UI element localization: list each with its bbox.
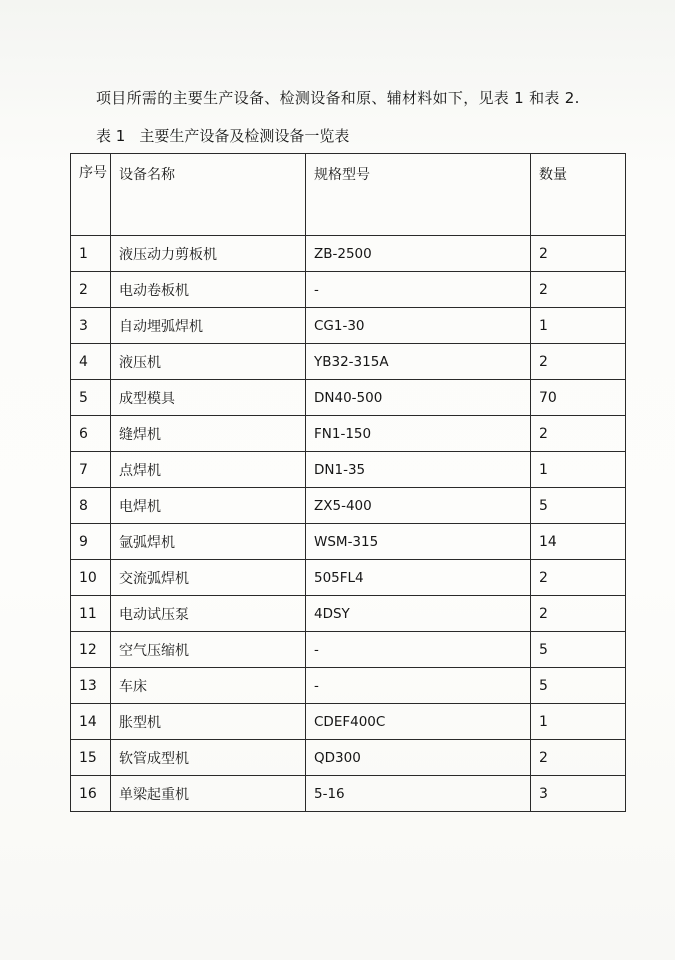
cell-quantity: 5 bbox=[531, 632, 626, 668]
cell-quantity: 5 bbox=[531, 488, 626, 524]
cell-quantity: 1 bbox=[531, 704, 626, 740]
header-quantity: 数量 bbox=[531, 154, 626, 236]
cell-spec-model: - bbox=[306, 632, 531, 668]
cell-seq: 8 bbox=[71, 488, 111, 524]
cell-spec-model: CG1-30 bbox=[306, 308, 531, 344]
cell-quantity: 1 bbox=[531, 308, 626, 344]
cell-quantity: 2 bbox=[531, 740, 626, 776]
cell-equipment-name: 缝焊机 bbox=[111, 416, 306, 452]
cell-equipment-name: 氩弧焊机 bbox=[111, 524, 306, 560]
cell-spec-model: FN1-150 bbox=[306, 416, 531, 452]
table-row bbox=[71, 704, 626, 740]
table-row bbox=[71, 452, 626, 488]
table-row bbox=[71, 560, 626, 596]
cell-spec-model: DN1-35 bbox=[306, 452, 531, 488]
cell-quantity: 2 bbox=[531, 272, 626, 308]
cell-equipment-name: 电动卷板机 bbox=[111, 272, 306, 308]
cell-quantity: 2 bbox=[531, 596, 626, 632]
cell-seq: 2 bbox=[71, 272, 111, 308]
table-row bbox=[71, 488, 626, 524]
cell-quantity: 3 bbox=[531, 776, 626, 812]
equipment-table bbox=[70, 153, 626, 812]
table-row bbox=[71, 416, 626, 452]
cell-equipment-name: 液压动力剪板机 bbox=[111, 236, 306, 272]
cell-seq: 12 bbox=[71, 632, 111, 668]
table-row bbox=[71, 380, 626, 416]
cell-quantity: 70 bbox=[531, 380, 626, 416]
cell-seq: 6 bbox=[71, 416, 111, 452]
cell-quantity: 14 bbox=[531, 524, 626, 560]
cell-seq: 11 bbox=[71, 596, 111, 632]
header-seq: 序号 bbox=[71, 154, 111, 236]
cell-spec-model: YB32-315A bbox=[306, 344, 531, 380]
cell-spec-model: DN40-500 bbox=[306, 380, 531, 416]
table-row bbox=[71, 524, 626, 560]
cell-spec-model: 505FL4 bbox=[306, 560, 531, 596]
table-row bbox=[71, 668, 626, 704]
cell-spec-model: - bbox=[306, 668, 531, 704]
intro-paragraph: 项目所需的主要生产设备、检测设备和原、辅材料如下，见表 1 和表 2. bbox=[96, 89, 580, 107]
cell-seq: 7 bbox=[71, 452, 111, 488]
cell-seq: 5 bbox=[71, 380, 111, 416]
cell-spec-model: 4DSY bbox=[306, 596, 531, 632]
cell-quantity: 5 bbox=[531, 668, 626, 704]
cell-quantity: 2 bbox=[531, 560, 626, 596]
cell-seq: 1 bbox=[71, 236, 111, 272]
cell-equipment-name: 成型模具 bbox=[111, 380, 306, 416]
cell-seq: 9 bbox=[71, 524, 111, 560]
cell-seq: 10 bbox=[71, 560, 111, 596]
cell-spec-model: ZX5-400 bbox=[306, 488, 531, 524]
table-row bbox=[71, 308, 626, 344]
cell-seq: 14 bbox=[71, 704, 111, 740]
table-row bbox=[71, 236, 626, 272]
cell-equipment-name: 软管成型机 bbox=[111, 740, 306, 776]
table-row bbox=[71, 632, 626, 668]
table-row bbox=[71, 596, 626, 632]
header-spec-model: 规格型号 bbox=[306, 154, 531, 236]
cell-seq: 15 bbox=[71, 740, 111, 776]
table-caption-title: 主要生产设备及检测设备一览表 bbox=[139, 127, 350, 145]
cell-spec-model: 5-16 bbox=[306, 776, 531, 812]
cell-seq: 3 bbox=[71, 308, 111, 344]
cell-equipment-name: 交流弧焊机 bbox=[111, 560, 306, 596]
cell-spec-model: QD300 bbox=[306, 740, 531, 776]
cell-equipment-name: 电动试压泵 bbox=[111, 596, 306, 632]
table-row bbox=[71, 344, 626, 380]
cell-quantity: 2 bbox=[531, 344, 626, 380]
cell-seq: 16 bbox=[71, 776, 111, 812]
cell-spec-model: ZB-2500 bbox=[306, 236, 531, 272]
table-caption bbox=[96, 125, 349, 146]
cell-equipment-name: 电焊机 bbox=[111, 488, 306, 524]
cell-equipment-name: 车床 bbox=[111, 668, 306, 704]
cell-quantity: 2 bbox=[531, 416, 626, 452]
cell-equipment-name: 空气压缩机 bbox=[111, 632, 306, 668]
cell-equipment-name: 点焊机 bbox=[111, 452, 306, 488]
header-equipment-name: 设备名称 bbox=[111, 154, 306, 236]
cell-spec-model: WSM-315 bbox=[306, 524, 531, 560]
cell-equipment-name: 单梁起重机 bbox=[111, 776, 306, 812]
cell-quantity: 1 bbox=[531, 452, 626, 488]
table-header-row bbox=[71, 154, 626, 236]
cell-spec-model: - bbox=[306, 272, 531, 308]
cell-quantity: 2 bbox=[531, 236, 626, 272]
cell-equipment-name: 自动埋弧焊机 bbox=[111, 308, 306, 344]
cell-spec-model: CDEF400C bbox=[306, 704, 531, 740]
table-row bbox=[71, 776, 626, 812]
table-row bbox=[71, 272, 626, 308]
cell-seq: 4 bbox=[71, 344, 111, 380]
table-caption-number: 表 1 bbox=[96, 127, 126, 145]
table-row bbox=[71, 740, 626, 776]
cell-equipment-name: 液压机 bbox=[111, 344, 306, 380]
cell-seq: 13 bbox=[71, 668, 111, 704]
cell-equipment-name: 胀型机 bbox=[111, 704, 306, 740]
